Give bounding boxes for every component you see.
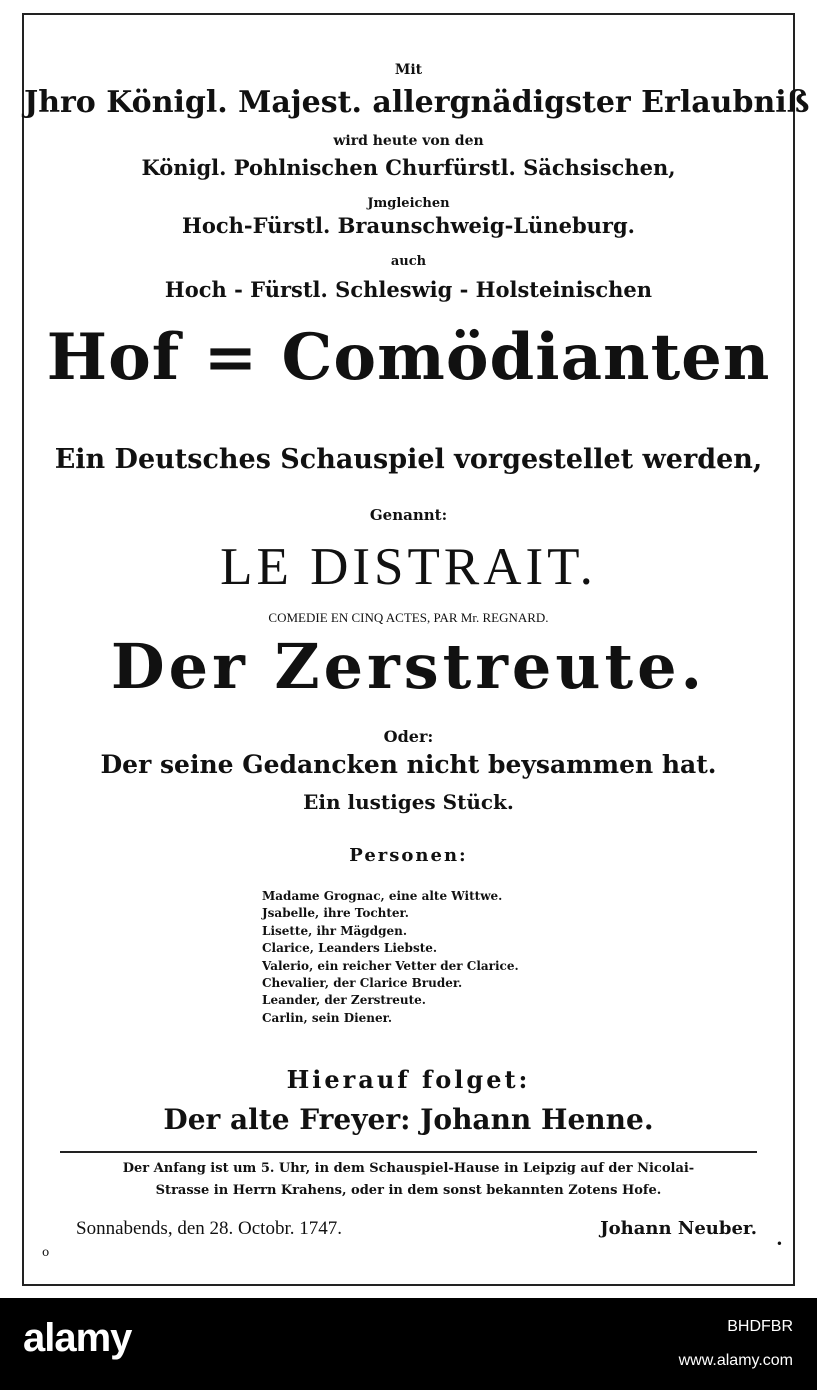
company-title: Hof = Comödianten — [46, 320, 771, 395]
french-subtitle: COMEDIE EN CINQ ACTES, PAR Mr. REGNARD. — [268, 610, 549, 625]
genre-line: Ein lustiges Stück. — [303, 790, 514, 814]
person-entry: Jsabelle, ihre Tochter. — [262, 906, 409, 921]
corner-mark-right: • — [775, 1237, 783, 1251]
person-entry: Madame Grognac, eine alte Wittwe. — [262, 889, 503, 903]
person-entry: Leander, der Zerstreute. — [262, 993, 426, 1008]
or-label: Oder: — [383, 727, 434, 746]
signature: Johann Neuber. — [600, 1218, 757, 1239]
persons-heading: Personen: — [349, 845, 468, 866]
header-saxon: Königl. Pohlnischen Churfürstl. Sächsischen, — [141, 155, 676, 180]
alt-title: Der seine Gedancken nicht beysammen hat. — [100, 750, 717, 779]
header-permission: Jhro Königl. Majest. allergnädigster Erlaubniß — [24, 85, 810, 120]
person-entry: Lisette, ihr Mägdgen. — [262, 923, 408, 938]
afterpiece-title: Der alte Freyer: Johann Henne. — [163, 1103, 654, 1136]
header-holstein: Hoch - Fürstl. Schleswig - Holsteinischen — [164, 277, 653, 302]
playbill-poster — [22, 13, 810, 1286]
watermark-url: www.alamy.com — [678, 1352, 793, 1369]
watermark-logo: alamy — [23, 1316, 132, 1360]
named-label: Genannt: — [369, 506, 448, 524]
person-entry: Chevalier, der Clarice Bruder. — [262, 976, 463, 991]
header-mit: Mit — [394, 62, 423, 78]
corner-mark-left: o — [42, 1245, 50, 1259]
german-title: Der Zerstreute. — [110, 630, 707, 703]
announcement: Ein Deutsches Schauspiel vorgestellet werden, — [54, 444, 763, 475]
person-entry: Valerio, ein reicher Vetter der Clarice. — [262, 958, 519, 973]
persons-list — [262, 888, 592, 1027]
header-likewise: Jmgleichen — [367, 196, 450, 211]
footer-time-place: Der Anfang ist um 5. Uhr, in dem Schauspiel-Hause in Leipzig auf der Nicolai- — [122, 1161, 695, 1176]
watermark-image-id: BHDFBR — [727, 1318, 793, 1335]
french-title: LE DISTRAIT. — [220, 538, 597, 596]
header-today: wird heute von den — [333, 133, 484, 149]
header-also: auch — [390, 254, 427, 269]
footer-divider — [60, 1151, 757, 1153]
performance-date: Sonnabends, den 28. Octobr. 1747. — [76, 1218, 342, 1239]
afterpiece-heading: Hierauf folget: — [286, 1065, 531, 1094]
header-brunswick: Hoch-Fürstl. Braunschweig-Lüneburg. — [182, 213, 635, 238]
footer-street: Strasse in Herrn Krahens, oder in dem sonst bekannten Zotens Hofe. — [155, 1183, 662, 1198]
person-entry: Carlin, sein Diener. — [262, 1010, 393, 1025]
person-entry: Clarice, Leanders Liebste. — [262, 941, 438, 956]
